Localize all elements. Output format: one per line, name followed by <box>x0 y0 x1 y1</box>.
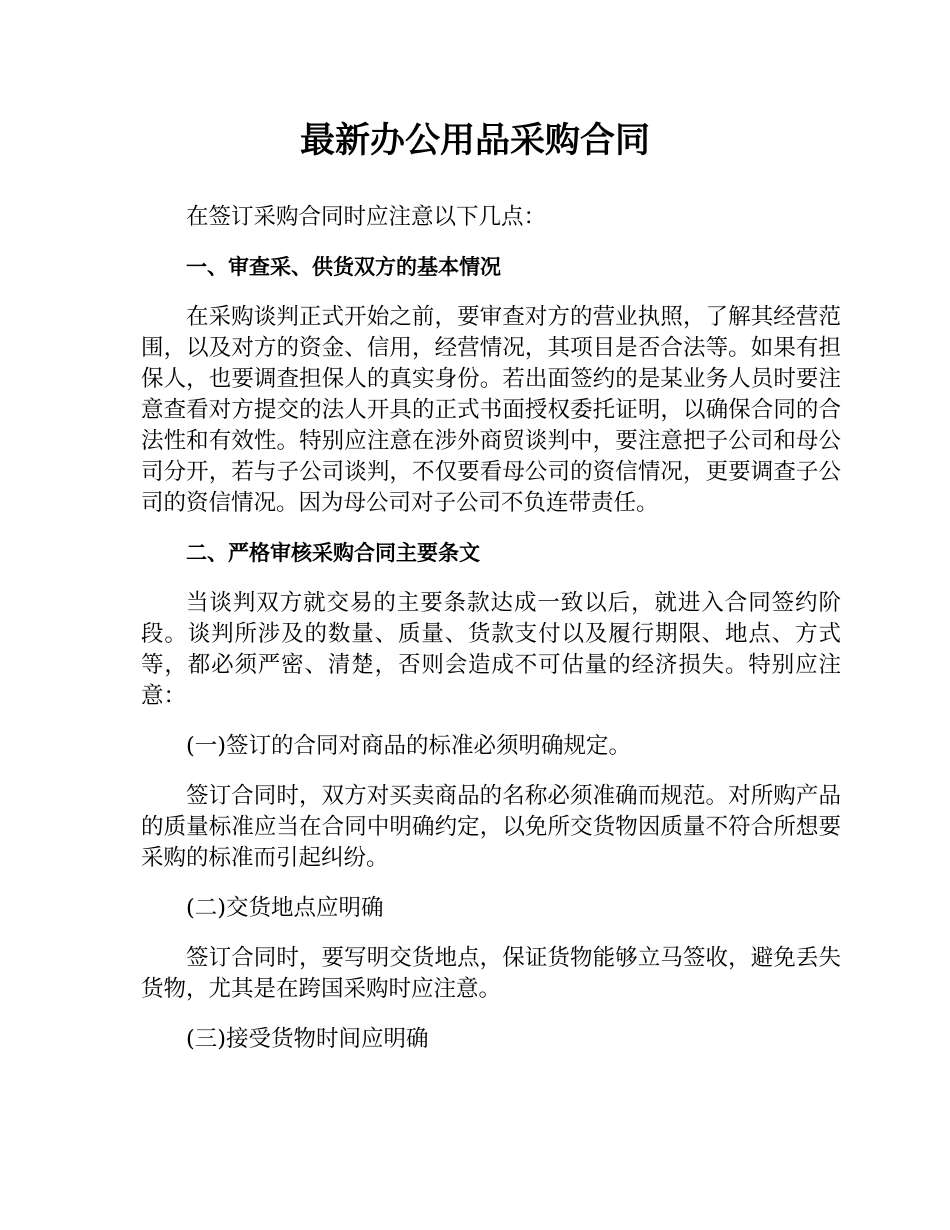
body-paragraph: 在采购谈判正式开始之前，要审查对方的营业执照，了解其经营范围，以及对方的资金、信用，经营情况，其项目是否合法等。如果有担保人，也要调查担保人的真实身份。若出面签约的是某业务人员时要注意查看对方提交的法人开具的正式书面授权委托证明，以确保合同的合法性和有效性。特别应注意在涉外商贸谈判中，要注意把子公司和母公司分开，若与子公司谈判，不仅要看母公司的资信情况，更要调查子公司的资信情况。因为母公司对子公司不负连带责任。 <box>141 304 841 516</box>
subsection-heading-2: (二)交货地点应明确 <box>186 895 384 921</box>
section-heading-1: 一、审查采、供货双方的基本情况 <box>186 255 501 279</box>
body-paragraph: 签订合同时，双方对买卖商品的名称必须准确而规范。对所购产品的质量标准应当在合同中明确约定，以免所交货物因质量不符合所想要采购的标准而引起纠纷。 <box>141 783 841 871</box>
subsection-heading-3: (三)接受货物时间应明确 <box>186 1026 429 1052</box>
body-paragraph: 当谈判双方就交易的主要条款达成一致以后，就进入合同签约阶段。谈判所涉及的数量、质量、货款支付以及履行期限、地点、方式等，都必须严密、清楚，否则会造成不可估量的经济损失。特别应注意： <box>141 590 841 709</box>
subsection-heading-1: (一)签订的合同对商品的标准必须明确规定。 <box>186 733 632 759</box>
document-title: 最新办公用品采购合同 <box>299 121 650 161</box>
section-heading-2: 二、严格审核采购合同主要条文 <box>186 541 480 565</box>
document-body <box>141 202 841 1074</box>
body-paragraph: 签订合同时，要写明交货地点，保证货物能够立马签收，避免丢失货物，尤其是在跨国采购时应注意。 <box>141 945 841 1002</box>
intro-paragraph: 在签订采购合同时应注意以下几点： <box>186 204 547 230</box>
